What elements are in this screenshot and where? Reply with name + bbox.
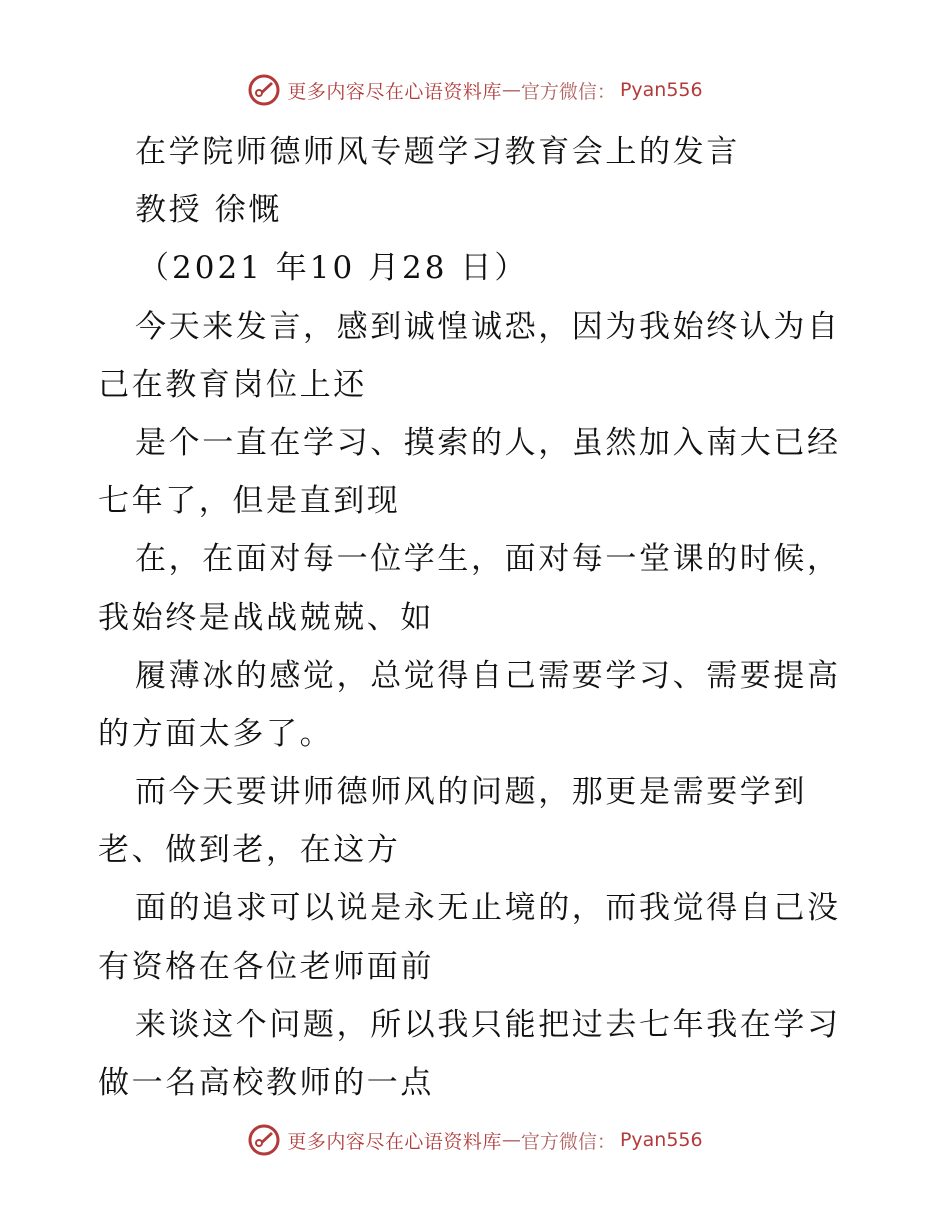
header-banner xyxy=(0,70,950,110)
paragraph-line: 在，在面对每一位学生，面对每一堂课的时候， xyxy=(135,541,841,578)
banner-wechat-id: Pyan556 xyxy=(619,79,703,101)
paragraph-line: 己在教育岗位上还 xyxy=(98,366,367,403)
footer-banner xyxy=(0,1120,950,1160)
paragraph-line: 的方面太多了。 xyxy=(98,715,334,752)
document-author: 教授 徐慨 xyxy=(135,192,282,229)
paragraph-line: 做一名高校教师的一点 xyxy=(98,1065,434,1101)
brand-logo-icon xyxy=(247,73,281,107)
document-title: 在学院师德师风专题学习教育会上的发言 xyxy=(135,134,740,170)
paragraph-line: 今天来发言，感到诚惶诚恐，因为我始终认为自 xyxy=(135,308,841,345)
paragraph-line: 履薄冰的感觉，总觉得自己需要学习、需要提高 xyxy=(135,657,841,694)
brand-logo-icon xyxy=(247,1123,281,1157)
paragraph-line: 我始终是战战兢兢、如 xyxy=(98,599,434,636)
banner-official-label: 官方微信： xyxy=(520,80,616,103)
paragraph-line: 来谈这个问题，所以我只能把过去七年我在学习 xyxy=(135,1006,841,1043)
document-body xyxy=(98,123,858,1112)
banner-official-label: 官方微信： xyxy=(520,1130,616,1153)
banner-wechat-id: Pyan556 xyxy=(619,1129,703,1151)
banner-brand-text: 更多内容尽在心语资料库 xyxy=(287,80,502,103)
paragraph-line: 有资格在各位老师面前 xyxy=(98,948,434,985)
paragraph-line: 面的追求可以说是永无止境的，而我觉得自己没 xyxy=(135,890,841,927)
banner-separator: — xyxy=(501,1129,521,1151)
banner-brand-text: 更多内容尽在心语资料库 xyxy=(287,1130,502,1153)
paragraph-line: 而今天要讲师德师风的问题，那更是需要学到 xyxy=(135,774,807,811)
banner-separator: — xyxy=(501,79,521,101)
paragraph-line: 七年了，但是直到现 xyxy=(98,483,401,520)
document-date: （2021 年10 月28 日） xyxy=(138,250,529,287)
paragraph-line: 是个一直在学习、摸索的人，虽然加入南大已经 xyxy=(135,424,841,461)
paragraph-line: 老、做到老，在这方 xyxy=(98,832,401,869)
